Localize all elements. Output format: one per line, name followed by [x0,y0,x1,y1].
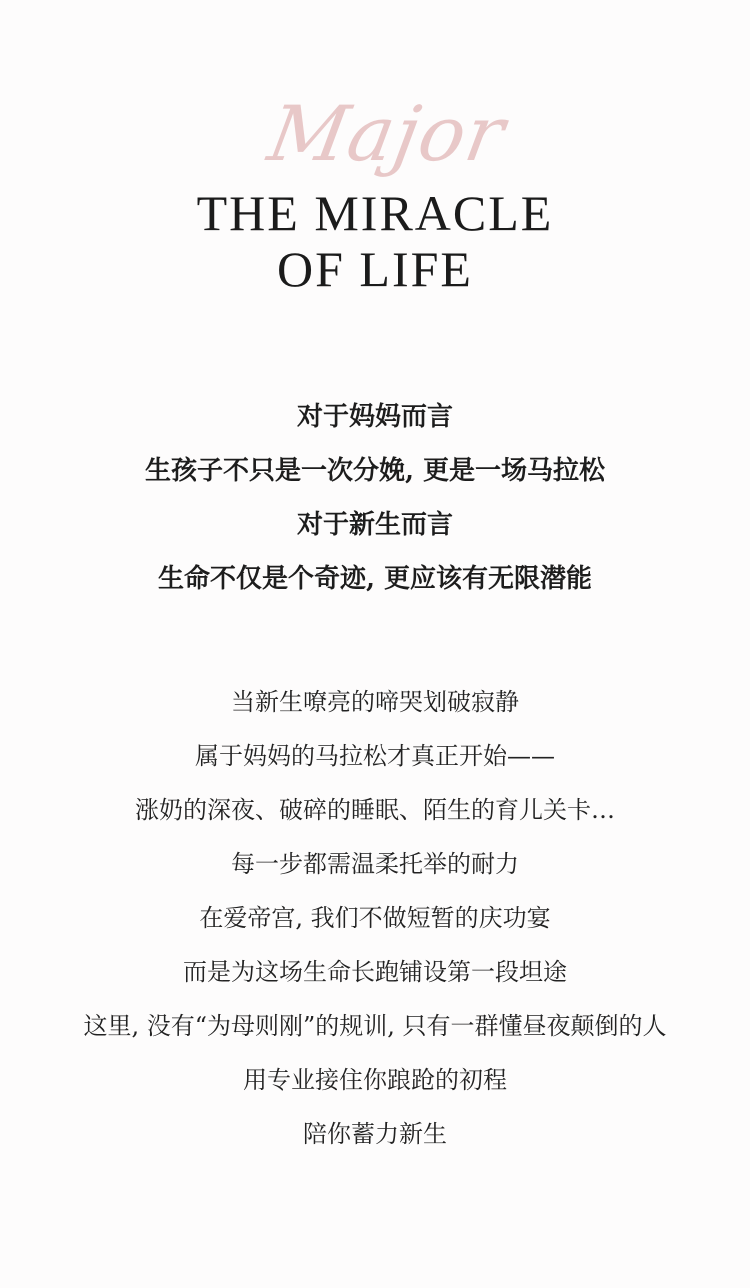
body-line: 陪你蓄力新生 [303,1120,447,1148]
body-line: 在爱帝宫, 我们不做短暂的庆功宴 [199,904,551,932]
intro-line: 对于妈妈而言 [296,402,453,432]
body-line: 这里, 没有“为母则刚”的规训, 只有一群懂昼夜颠倒的人 [83,1012,667,1040]
script-accent-text: Major [262,89,512,178]
body-line: 用专业接住你踉跄的初程 [243,1066,507,1094]
body-line: 属于妈妈的马拉松才真正开始—— [195,742,555,770]
intro-line: 生孩子不只是一次分娩, 更是一场马拉松 [144,456,606,486]
intro-line: 生命不仅是个奇迹, 更应该有无限潜能 [157,564,593,594]
body-line: 当新生嘹亮的啼哭划破寂静 [231,688,519,716]
body-line: 每一步都需温柔托举的耐力 [231,850,519,878]
intro-paragraph [0,390,750,606]
header [0,0,750,320]
body-paragraph [0,675,750,1161]
body-line: 而是为这场生命长跑铺设第一段坦途 [183,958,567,986]
title-line-2: OF LIFE [277,241,473,297]
intro-line: 对于新生而言 [296,510,453,540]
title-line-1: THE MIRACLE [196,185,554,241]
body-line: 涨奶的深夜、破碎的睡眠、陌生的育儿关卡… [135,796,615,824]
